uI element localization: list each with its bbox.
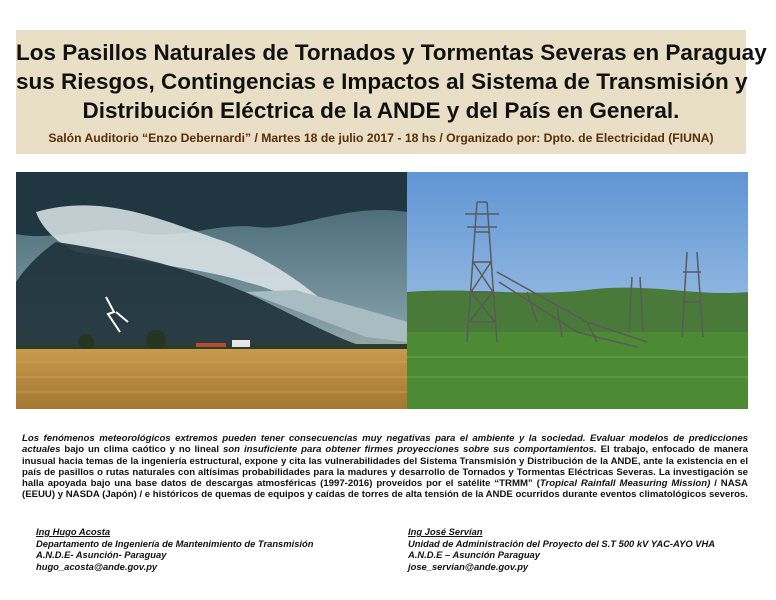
title-banner [16, 30, 767, 154]
title-line-3: Distribución Eléctrica de la ANDE y del País en General. [82, 98, 680, 123]
author-organization: A.N.D.E- Asunción- Paraguay [36, 549, 167, 561]
abstract-lead: Los fenómenos meteorológicos extremos pueden tener consecuencias muy negativas para el ambiente y la sociedad. Evaluar modelos de predicciones actuales [22, 433, 748, 456]
event-details: Salón Auditorio “Enzo Debernardi” / Martes 18 de julio 2017 - 18 hs / Organizado por: Dpto. de Electricidad (FIUNA) [48, 131, 714, 145]
title-line-1: Los Pasillos Naturales de Tornados y Tormentas Severas en Paraguay [16, 40, 767, 65]
abstract-text-2: El trabajo, enfocado de manera inusual hacia temas de la ingeniería estructural, expone y cita las vulnerabilidades del Sistema Transmisión y Distribución de la ANDE, ante la existencia en el país de pasillos o rutas naturales con altísimas probabilidades para la madures y desarrollo de Tornados y Tormentas Eléctricas Severas. La investigación se halla apoyada bajo una base datos de descargas atmosféricas (1997-2016) proveídos por el satélite “TRMM” ( [22, 444, 748, 490]
abstract-text-3: / NASA (EEUU) y NASDA (Japón) / e históricos de quemas de equipos y caídas de torres de alta tensión de la ANDE ocurridos durante eventos climatológicos severos. [22, 478, 748, 501]
author-name: Ing José Servían [408, 526, 483, 537]
storm-over-wheat-field-photo [16, 172, 407, 409]
author-department: Departamento de Ingeniería de Mantenimiento de Transmisión [36, 537, 314, 549]
abstract-mission-name: Tropical Rainfall Measuring Mission) [539, 478, 711, 490]
author-email: hugo_acosta@ande.gov.py [36, 560, 158, 572]
abstract-text-1: bajo un clima caótico y no lineal [60, 444, 223, 456]
author-name: Ing Hugo Acosta [36, 526, 111, 537]
event-title [16, 38, 767, 125]
author-department: Unidad de Administración del Proyecto del S.T 500 kV YAC-AYO VHA [408, 537, 716, 549]
abstract-paragraph [22, 433, 748, 501]
title-line-2: sus Riesgos, Contingencias e Impactos al Sistema de Transmisión y [16, 69, 748, 94]
author-block-2 [408, 526, 715, 572]
author-organization: A.N.D.E – Asunción Paraguay [408, 549, 540, 561]
author-block-1 [36, 526, 314, 572]
collapsed-transmission-tower-photo [407, 172, 748, 409]
abstract-emphasis: son insuficiente para obtener firmes proyecciones sobre sus comportamientos. [222, 444, 597, 456]
author-email: jose_servian@ande.gov.py [408, 560, 529, 572]
